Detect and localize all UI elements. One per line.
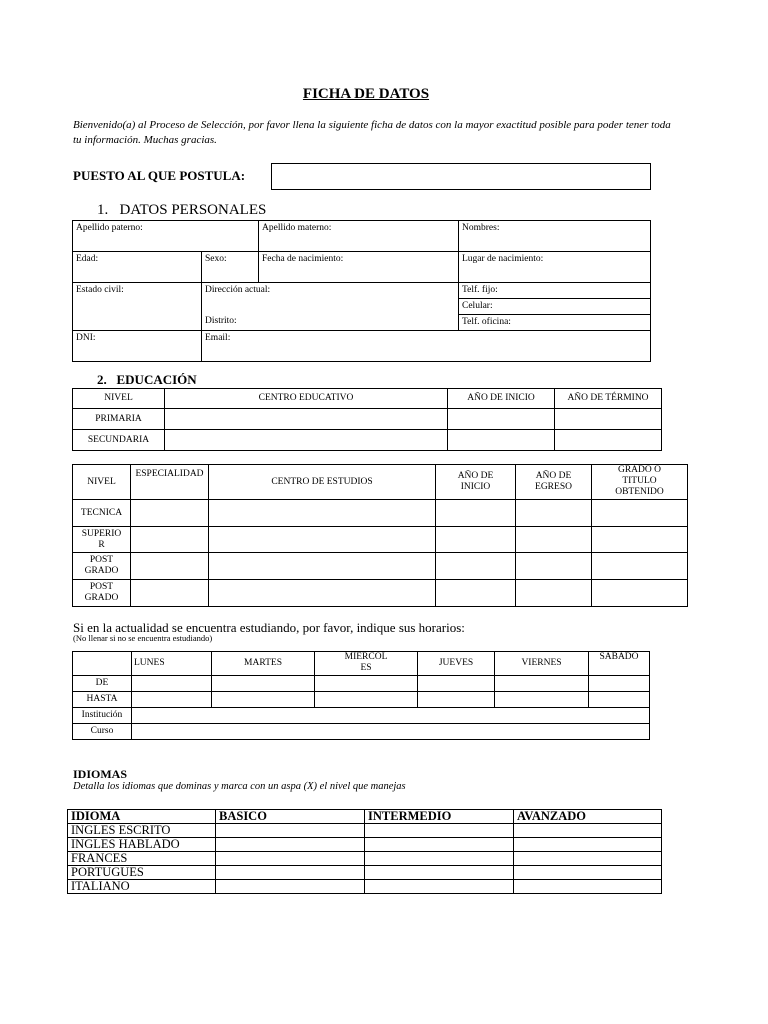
header-blank xyxy=(73,652,132,676)
table-row xyxy=(68,852,662,866)
header-sabado: SABADO xyxy=(589,652,650,676)
level-checkbox[interactable] xyxy=(365,852,514,866)
level-checkbox[interactable] xyxy=(365,866,514,880)
nombres-field[interactable]: Nombres: xyxy=(459,221,651,252)
email-field[interactable]: Email: xyxy=(202,331,651,362)
table-row xyxy=(73,580,688,607)
cell-input[interactable] xyxy=(131,500,209,527)
cell-input[interactable] xyxy=(418,692,495,708)
header-centro-estudios: CENTRO DE ESTUDIOS xyxy=(209,465,436,500)
puesto-label: PUESTO AL QUE POSTULA: xyxy=(73,168,246,183)
basic-education-table xyxy=(72,388,662,451)
header-anio-inicio: AÑO DE INICIO xyxy=(436,465,516,500)
cell-input[interactable] xyxy=(315,676,418,692)
section-title: EDUCACIÓN xyxy=(116,372,197,387)
row-label-de: DE xyxy=(73,676,132,692)
curso-input[interactable] xyxy=(132,724,650,740)
section-personal-heading xyxy=(97,202,266,219)
cell-input[interactable] xyxy=(132,676,212,692)
schedule-title: Si en la actualidad se encuentra estudiando, por favor, indique sus horarios: xyxy=(73,620,465,635)
cell-input[interactable] xyxy=(132,692,212,708)
cell-input[interactable] xyxy=(212,692,315,708)
header-idioma: IDIOMA xyxy=(68,810,216,824)
estado-civil-field[interactable]: Estado civil: xyxy=(73,283,202,331)
header-nivel: NIVEL xyxy=(73,465,131,500)
table-row xyxy=(73,527,688,553)
cell-input[interactable] xyxy=(495,692,589,708)
apellido-materno-field[interactable]: Apellido materno: xyxy=(259,221,459,252)
level-checkbox[interactable] xyxy=(514,852,662,866)
header-viernes: VIERNES xyxy=(495,652,589,676)
row-label-post-grado: POST GRADO xyxy=(73,580,131,607)
apellido-paterno-field[interactable]: Apellido paterno: xyxy=(73,221,259,252)
row-label-post-grado: POST GRADO xyxy=(73,553,131,580)
telf-fijo-field[interactable]: Telf. fijo: xyxy=(459,283,651,299)
distrito-label: Distrito: xyxy=(205,316,237,326)
cell-input[interactable] xyxy=(555,409,662,430)
level-checkbox[interactable] xyxy=(514,880,662,894)
level-checkbox[interactable] xyxy=(365,824,514,838)
level-checkbox[interactable] xyxy=(216,838,365,852)
header-nivel: NIVEL xyxy=(73,389,165,409)
language-label: FRANCES xyxy=(68,852,216,866)
dni-field[interactable]: DNI: xyxy=(73,331,202,362)
cell-input[interactable] xyxy=(555,430,662,451)
section-number: 1. xyxy=(97,202,109,218)
table-row xyxy=(73,692,650,708)
table-row xyxy=(68,880,662,894)
header-martes: MARTES xyxy=(212,652,315,676)
page-title: FICHA DE DATOS xyxy=(302,86,430,102)
cell-input[interactable] xyxy=(436,527,516,553)
table-row xyxy=(68,866,662,880)
row-label-hasta: HASTA xyxy=(73,692,132,708)
table-row xyxy=(73,409,662,430)
row-label-tecnica: TECNICA xyxy=(73,500,131,527)
cell-input[interactable] xyxy=(131,527,209,553)
header-basico: BASICO xyxy=(216,810,365,824)
header-centro-educativo: CENTRO EDUCATIVO xyxy=(165,389,448,409)
personal-data-table xyxy=(72,220,651,362)
row-label-institucion: Institución xyxy=(73,708,132,724)
cell-input[interactable] xyxy=(165,409,448,430)
table-row xyxy=(73,724,650,740)
cell-input[interactable] xyxy=(165,430,448,451)
level-checkbox[interactable] xyxy=(216,866,365,880)
row-label-curso: Curso xyxy=(73,724,132,740)
direccion-field[interactable] xyxy=(202,283,459,331)
table-row xyxy=(73,676,650,692)
cell-input[interactable] xyxy=(448,430,555,451)
language-label: INGLES HABLADO xyxy=(68,838,216,852)
section-title: DATOS PERSONALES xyxy=(119,202,267,218)
row-label-secundaria: SECUNDARIA xyxy=(73,430,165,451)
cell-input[interactable] xyxy=(589,676,650,692)
section-education-heading xyxy=(97,372,197,388)
table-row xyxy=(73,430,662,451)
cell-input[interactable] xyxy=(448,409,555,430)
cell-input[interactable] xyxy=(131,553,209,580)
header-anio-inicio: AÑO DE INICIO xyxy=(448,389,555,409)
schedule-note: (No llenar si no se encuentra estudiando) xyxy=(73,633,213,643)
table-row xyxy=(68,824,662,838)
telf-oficina-field[interactable]: Telf. oficina: xyxy=(459,315,651,331)
section-number: 2. xyxy=(97,372,107,387)
sexo-field[interactable]: Sexo: xyxy=(202,252,259,283)
header-especialidad: ESPECIALIDAD xyxy=(131,465,209,500)
table-row xyxy=(73,553,688,580)
cell-input[interactable] xyxy=(436,580,516,607)
cell-input[interactable] xyxy=(436,553,516,580)
language-label: PORTUGUES xyxy=(68,866,216,880)
level-checkbox[interactable] xyxy=(216,824,365,838)
level-checkbox[interactable] xyxy=(216,880,365,894)
header-intermedio: INTERMEDIO xyxy=(365,810,514,824)
table-row xyxy=(73,500,688,527)
cell-input[interactable] xyxy=(516,500,592,527)
cell-input[interactable] xyxy=(436,500,516,527)
cell-input[interactable] xyxy=(592,500,688,527)
language-label: ITALIANO xyxy=(68,880,216,894)
header-grado-titulo: GRADO O TITULO OBTENIDO xyxy=(592,465,688,500)
cell-input[interactable] xyxy=(209,500,436,527)
cell-input[interactable] xyxy=(131,580,209,607)
header-anio-egreso: AÑO DE EGRESO xyxy=(516,465,592,500)
cell-input[interactable] xyxy=(209,527,436,553)
cell-input[interactable] xyxy=(592,580,688,607)
table-row xyxy=(68,838,662,852)
direccion-label: Dirección actual: xyxy=(205,285,271,295)
cell-input[interactable] xyxy=(209,580,436,607)
table-row xyxy=(73,708,650,724)
edad-field[interactable]: Edad: xyxy=(73,252,202,283)
cell-input[interactable] xyxy=(592,553,688,580)
cell-input[interactable] xyxy=(209,553,436,580)
level-checkbox[interactable] xyxy=(514,838,662,852)
cell-input[interactable] xyxy=(418,676,495,692)
languages-note: Detalla los idiomas que dominas y marca con un aspa (X) el nivel que manejas xyxy=(73,781,406,792)
intro-text: Bienvenido(a) al Proceso de Selección, por favor llena la siguiente ficha de datos con la mayor exactitud posible para poder tener toda tu información. Muchas gracias. xyxy=(73,119,671,146)
header-avanzado: AVANZADO xyxy=(514,810,662,824)
level-checkbox[interactable] xyxy=(216,852,365,866)
level-checkbox[interactable] xyxy=(365,838,514,852)
lugar-nacimiento-field[interactable]: Lugar de nacimiento: xyxy=(459,252,651,283)
header-anio-termino: AÑO DE TÉRMINO xyxy=(555,389,662,409)
cell-input[interactable] xyxy=(212,676,315,692)
header-jueves: JUEVES xyxy=(418,652,495,676)
row-label-primaria: PRIMARIA xyxy=(73,409,165,430)
language-label: INGLES ESCRITO xyxy=(68,824,216,838)
institucion-input[interactable] xyxy=(132,708,650,724)
level-checkbox[interactable] xyxy=(514,824,662,838)
fecha-nacimiento-field[interactable]: Fecha de nacimiento: xyxy=(259,252,459,283)
cell-input[interactable] xyxy=(315,692,418,708)
schedule-table xyxy=(72,651,650,740)
cell-input[interactable] xyxy=(589,692,650,708)
cell-input[interactable] xyxy=(592,527,688,553)
higher-education-table xyxy=(72,464,688,607)
level-checkbox[interactable] xyxy=(514,866,662,880)
header-miercoles: MIERCOLES xyxy=(315,652,418,676)
cell-input[interactable] xyxy=(516,580,592,607)
languages-table xyxy=(67,809,662,894)
puesto-input[interactable] xyxy=(271,163,651,190)
celular-field[interactable]: Celular: xyxy=(459,299,651,315)
languages-title: IDIOMAS xyxy=(73,767,128,781)
header-lunes: LUNES xyxy=(132,652,212,676)
level-checkbox[interactable] xyxy=(365,880,514,894)
row-label-superior: SUPERIOR xyxy=(73,527,131,553)
cell-input[interactable] xyxy=(495,676,589,692)
cell-input[interactable] xyxy=(516,527,592,553)
cell-input[interactable] xyxy=(516,553,592,580)
